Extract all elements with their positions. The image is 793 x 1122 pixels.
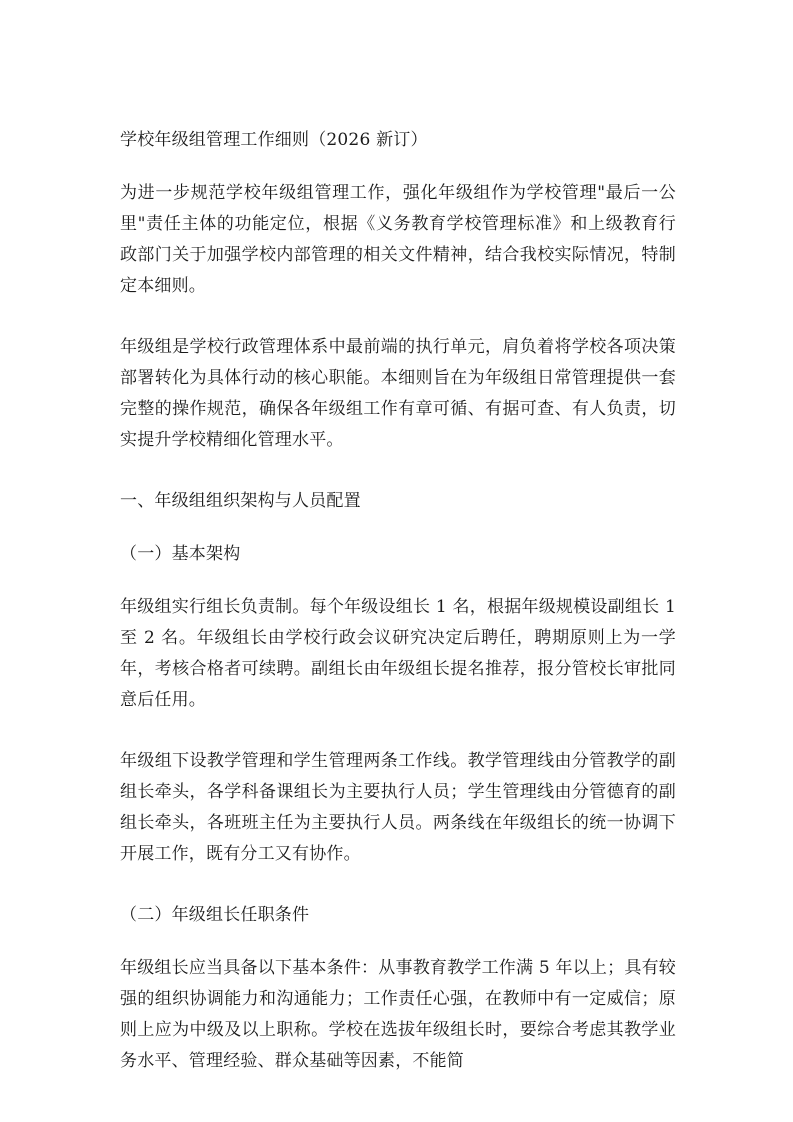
subsection-heading-1: （一）基本架构	[120, 544, 241, 564]
subsection-heading-2: （二）年级组长任职条件	[120, 905, 310, 925]
paragraph-intro: 为进一步规范学校年级组管理工作，强化年级组作为学校管理"最后一公里"责任主体的功能定位，根据《义务教育学校管理标准》和上级教育行政部门关于加强学校内部管理的相关文件精神，结合我校实际情况，特制定本细则。	[120, 183, 676, 296]
section-heading-1: 一、年级组组织架构与人员配置	[120, 491, 361, 511]
paragraph-structure: 年级组实行组长负责制。每个年级设组长 1 名，根据年级规模设副组长 1 至 2 名。年级组长由学校行政会议研究决定后聘任，聘期原则上为一学年，考核合格者可续聘。副组长由年级组长提名推荐，报分管校长审批同意后任用。	[120, 597, 676, 710]
document-page	[120, 125, 676, 1107]
paragraph-purpose: 年级组是学校行政管理体系中最前端的执行单元，肩负着将学校各项决策部署转化为具体行动的核心职能。本细则旨在为年级组日常管理提供一套完整的操作规范，确保各年级组工作有章可循、有据可查、有人负责，切实提升学校精细化管理水平。	[120, 337, 676, 450]
paragraph-work-lines: 年级组下设教学管理和学生管理两条工作线。教学管理线由分管教学的副组长牵头，各学科备课组长为主要执行人员；学生管理线由分管德育的副组长牵头，各班班主任为主要执行人员。两条线在年级组长的统一协调下开展工作，既有分工又有协作。	[120, 751, 676, 864]
paragraph-qualifications: 年级组长应当具备以下基本条件：从事教育教学工作满 5 年以上；具有较强的组织协调能力和沟通能力；工作责任心强，在教师中有一定威信；原则上应为中级及以上职称。学校在选拔年级组长时，要综合考虑其教学业务水平、管理经验、群众基础等因素，不能简	[120, 958, 676, 1071]
document-title: 学校年级组管理工作细则（2026 新订）	[120, 130, 428, 150]
